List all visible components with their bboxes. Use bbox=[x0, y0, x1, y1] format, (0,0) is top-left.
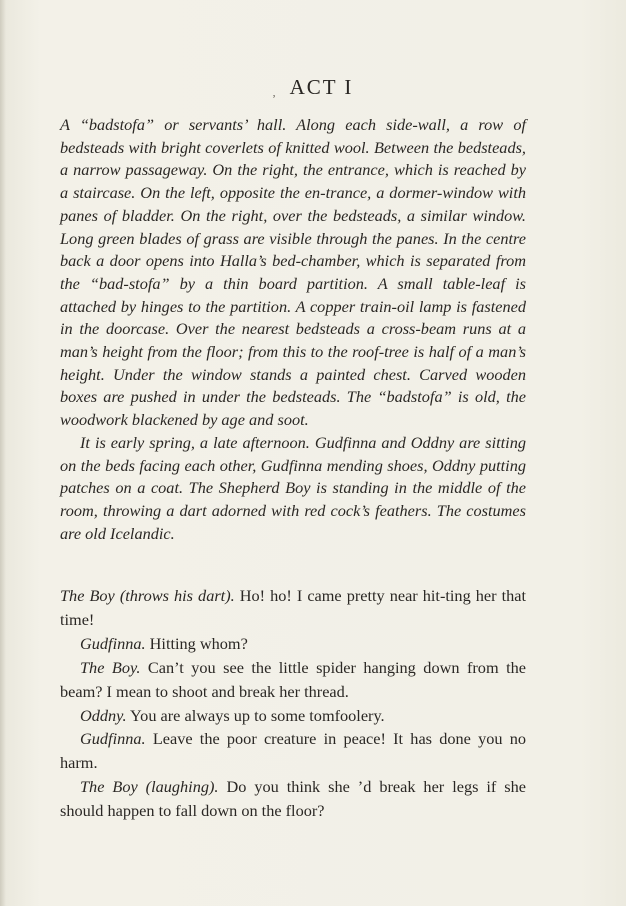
header-mark: , bbox=[272, 85, 278, 99]
spoken-line: Leave the poor creature in peace! It has done you no harm. bbox=[60, 729, 526, 773]
dialogue-line bbox=[60, 584, 526, 632]
page-gutter-shadow bbox=[0, 0, 6, 906]
stage-direction-inline: (laughing). bbox=[145, 777, 219, 797]
page-header bbox=[0, 75, 626, 100]
speaker-name: Gudfinna. bbox=[80, 633, 146, 653]
spoken-line: Hitting whom? bbox=[149, 633, 248, 653]
dialogue-line bbox=[60, 656, 526, 704]
stage-direction-setting: A “badstofa” or servants’ hall. Along each side-wall, a row of bedsteads with bright coverlets of knitted wool. Between the bedsteads, a narrow passageway. On the right, the entrance, which is reached by a staircase. On the left, opposite the en-trance, a dormer-window with panes of bladder. On the right, over the bedsteads, a similar window. Long green blades of grass are visible through the panes. In the centre back a door opens into Halla’s bed-chamber, which is separated from the “bad-stofa” by a thin board partition. A small table-leaf is attached by hinges to the partition. A copper train-oil lamp is fastened in the doorcase. Over the nearest bedsteads a cross-beam runs at a man’s height from the floor; from this to the roof-tree is half of a man’s height. Under the window stands a painted chest. Carved wooden boxes are pushed in under the bedsteads. The “badstofa” is old, the woodwork blackened by age and soot. bbox=[60, 115, 526, 430]
dialogue-line bbox=[60, 775, 526, 823]
stage-direction-inline: (throws his dart). bbox=[119, 586, 235, 605]
act-title: ACT I bbox=[289, 75, 354, 99]
stage-directions bbox=[60, 114, 526, 545]
speaker-name: The Boy. bbox=[80, 657, 141, 677]
spoken-line: Ho! ho! I came pretty near hit-ting her that time! bbox=[60, 586, 526, 629]
stage-direction-time: It is early spring, a late afternoon. Gudfinna and Oddny are sitting on the beds facing each other, Gudfinna mending shoes, Oddny putting patches on a coat. The Shepherd Boy is standing in the middle of the room, throwing a dart adorned with red cock’s feathers. The costumes are old Icelandic. bbox=[60, 432, 526, 543]
speaker-name: Oddny. bbox=[80, 705, 127, 725]
dialogue-line bbox=[60, 704, 526, 728]
speaker-name: The Boy bbox=[60, 586, 115, 605]
dialogue-line bbox=[60, 632, 526, 656]
dialogue-line bbox=[60, 727, 526, 775]
speaker-name: The Boy bbox=[80, 777, 138, 797]
spoken-line: Can’t you see the little spider hanging down from the beam? I mean to shoot and break her thread. bbox=[60, 657, 526, 701]
spoken-line: Do you think she ’d break her legs if she should happen to fall down on the floor? bbox=[60, 777, 526, 821]
dialogue bbox=[60, 584, 526, 823]
speaker-name: Gudfinna. bbox=[80, 729, 146, 749]
spoken-line: You are always up to some tomfoolery. bbox=[130, 705, 385, 725]
